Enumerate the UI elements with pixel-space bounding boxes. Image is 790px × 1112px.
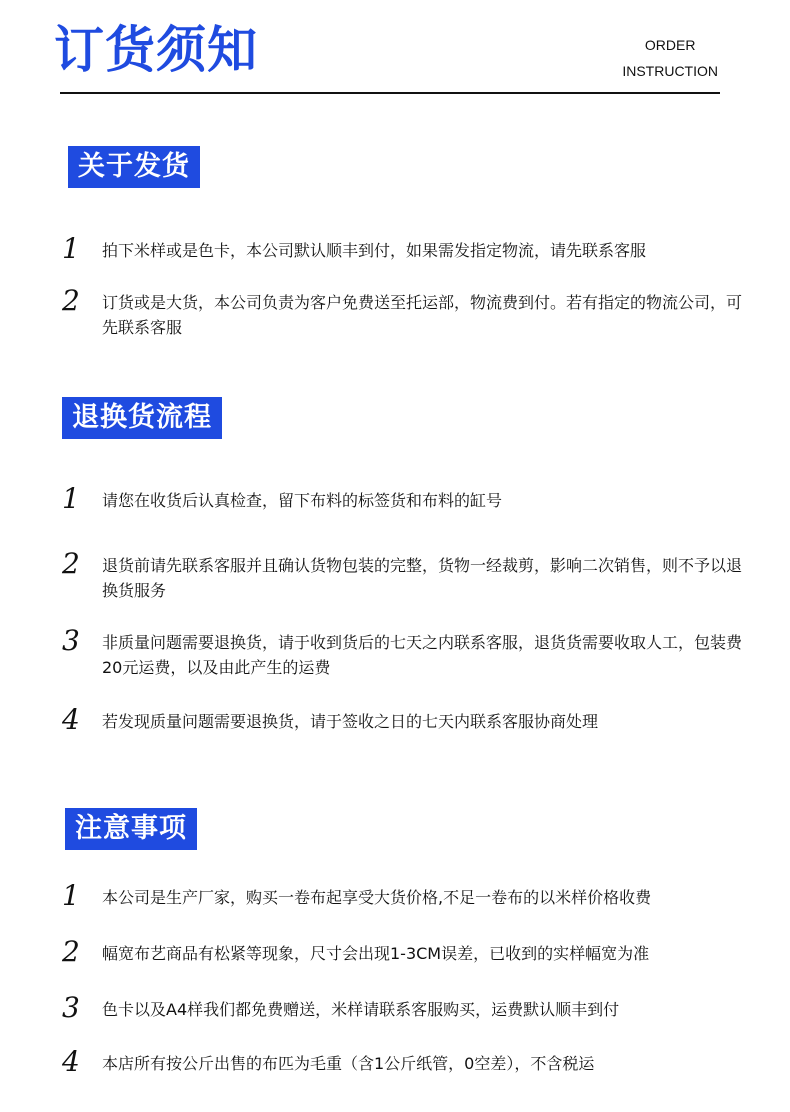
subtitle-line-1: ORDER [644, 37, 696, 53]
item-text: 幅宽布艺商品有松紧等现象，尺寸会出现1-3CM误差，已收到的实样幅宽为准 [102, 944, 650, 963]
page-subtitle [622, 32, 718, 84]
section-heading-returns: 退换货流程 [62, 397, 222, 439]
item-number: 1 [62, 482, 80, 515]
header-divider [60, 92, 720, 94]
item-text: 订货或是大货，本公司负责为客户免费送至托运部，物流费到付。若有指定的物流公司，可先联系客服 [102, 293, 743, 337]
item-number: 2 [62, 284, 80, 317]
page-title: 订货须知 [54, 21, 258, 79]
item-number: 1 [62, 232, 80, 265]
item-number: 3 [62, 624, 80, 657]
item-text: 非质量问题需要退换货，请于收到货后的七天之内联系客服，退货货需要收取人工，包装费20元运费，以及由此产生的运费 [102, 633, 743, 677]
section-heading-shipping: 关于发货 [68, 146, 200, 188]
item-number: 2 [62, 935, 80, 968]
item-text: 拍下米样或是色卡，本公司默认顺丰到付，如果需发指定物流，请先联系客服 [102, 241, 647, 260]
item-text: 请您在收货后认真检查，留下布料的标签货和布料的缸号 [102, 491, 503, 510]
item-text: 色卡以及A4样我们都免费赠送，米样请联系客服购买，运费默认顺丰到付 [102, 1000, 620, 1019]
subtitle-line-2: INSTRUCTION [622, 63, 718, 79]
item-number: 4 [62, 703, 80, 736]
item-text: 退货前请先联系客服并且确认货物包装的完整，货物一经裁剪，影响二次销售，则不予以退换货服务 [102, 556, 743, 600]
item-text: 本公司是生产厂家，购买一卷布起享受大货价格,不足一卷布的以米样价格收费 [102, 888, 652, 907]
item-number: 3 [62, 991, 80, 1024]
item-text: 若发现质量问题需要退换货，请于签收之日的七天内联系客服协商处理 [102, 712, 599, 731]
section-heading-notes: 注意事项 [65, 808, 197, 850]
item-text: 本店所有按公斤出售的布匹为毛重（含1公斤纸管，0空差），不含税运 [102, 1054, 595, 1073]
item-number: 4 [62, 1045, 80, 1078]
item-number: 1 [62, 879, 80, 912]
item-number: 2 [62, 547, 80, 580]
